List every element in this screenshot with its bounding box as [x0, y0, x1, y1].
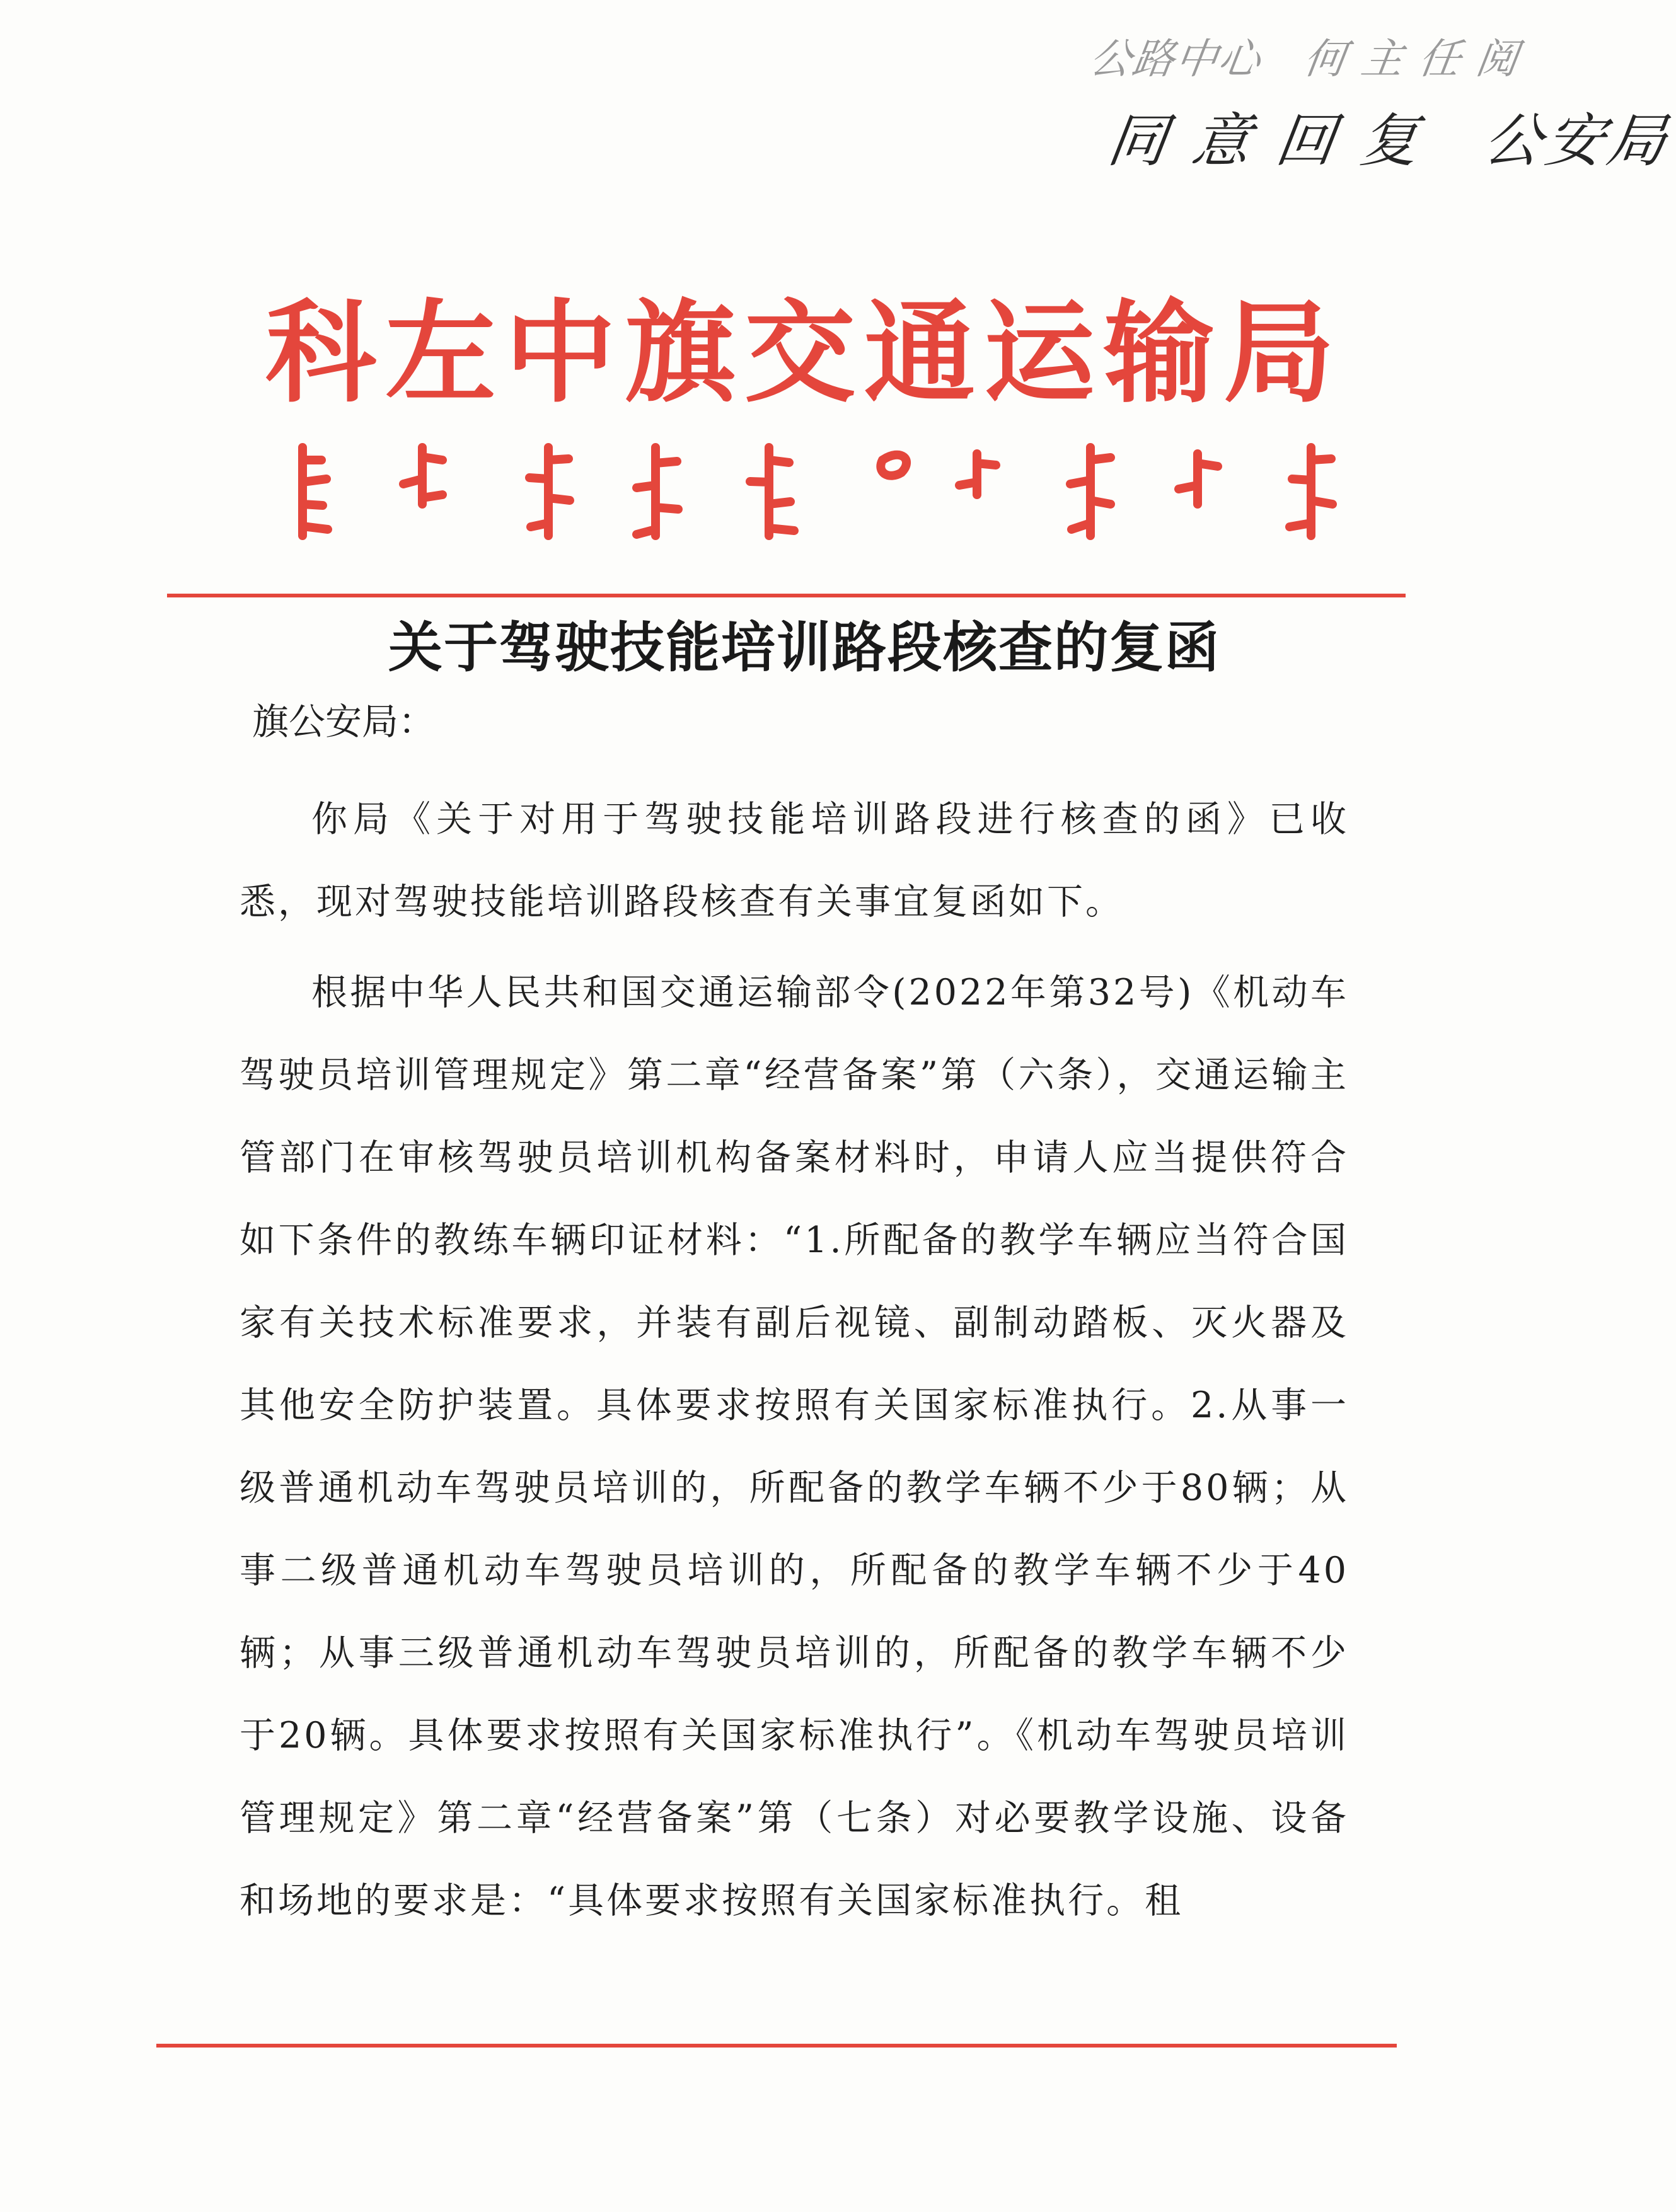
body-paragraph-1: 你局《关于对用于驾驶技能培训路段进行核查的函》已收悉，现对驾驶技能培训路段核查有关事宜复函如下。 [240, 798, 1349, 923]
handwritten-signature: 同 意 回 复 公安局 [1104, 107, 1675, 175]
document-title: 关于驾驶技能培训路段核查的复函 [388, 616, 1220, 679]
salutation: 旗公安局： [252, 700, 436, 743]
letterhead-red-rule [167, 594, 1406, 597]
footer-red-rule [156, 2044, 1397, 2048]
letterhead-org-name: 科左中旗交通运输局 [265, 287, 1343, 418]
mongolian-script-graphic [277, 435, 1374, 548]
handwritten-routing-note: 公路中心 何 主 任 阅 [1086, 35, 1523, 83]
letterhead-mongolian-name [277, 435, 1374, 548]
body-paragraph-2: 根据中华人民共和国交通运输部令(2022年第32号)《机动车驾驶员培训管理规定》第二章“经营备案”第（六条），交通运输主管部门在审核驾驶员培训机构备案材料时，申请人应当提供符合如下条件的教练车辆印证材料：“1.所配备的教学车辆应当符合国家有关技术标准要求，并装有副后视镜、副制动踏板、灭火器及其他安全防护装置。具体要求按照有关国家标准执行。2.从事一级普通机动车驾驶员培训的，所配备的教学车辆不少于80辆；从事二级普通机动车驾驶员培训的，所配备的教学车辆不少于40辆；从事三级普通机动车驾驶员培训的，所配备的教学车辆不少于20辆。具体要求按照有关国家标准执行”。《机动车驾驶员培训管理规定》第二章“经营备案”第（七条）对必要教学设施、设备和场地的要求是：“具体要求按照有关国家标准执行。租 [240, 972, 1349, 1921]
